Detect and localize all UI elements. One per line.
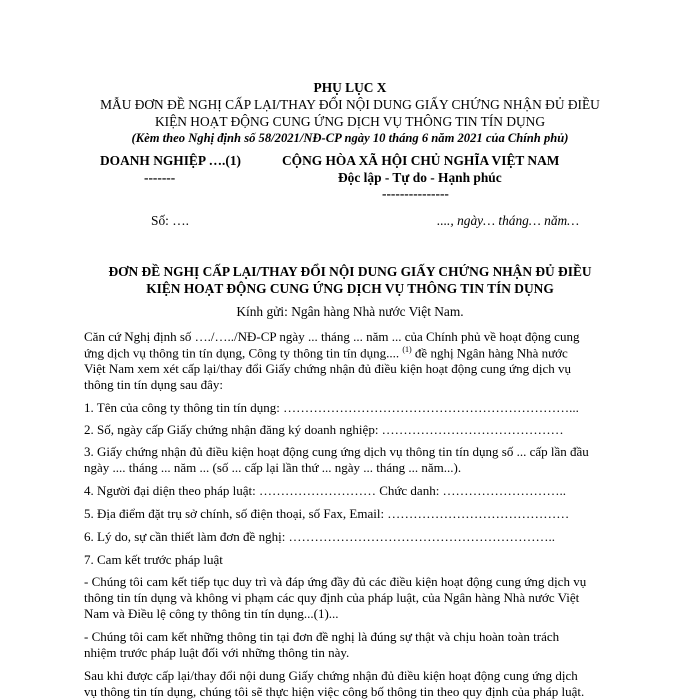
item-headquarters: 5. Địa điểm đặt trụ sở chính, số điện thoại, số Fax, Email: ……………………………………: [84, 506, 570, 521]
form-title-line-1: ĐƠN ĐỀ NGHỊ CẤP LẠI/THAY ĐỔI NỘI DUNG GIẤY CHỨNG NHẬN ĐỦ ĐIỀU: [108, 264, 592, 279]
commitment-1-line-3: Nam và Điều lệ công ty thông tin tín dụng...(1)...: [84, 606, 339, 621]
item-registration: 2. Số, ngày cấp Giấy chứng nhận đăng ký doanh nghiệp: ……………………………………: [84, 422, 564, 437]
intro-line-2-text-a: ứng dịch vụ thông tin tín dụng, Công ty thông tin tín dụng....: [84, 345, 403, 361]
item-reason: 6. Lý do, sự cần thiết làm đơn đề nghị: ……………………………………………………..: [84, 529, 556, 544]
nation-title: CỘNG HÒA XÃ HỘI CHỦ NGHĨA VIỆT NAM: [282, 153, 560, 168]
footnote-marker: (1): [402, 345, 412, 354]
intro-line-4: thông tin tín dụng sau đây:: [84, 377, 224, 392]
form-title-line-2: KIỆN HOẠT ĐỘNG CUNG ỨNG DỊCH VỤ THÔNG TIN TÍN DỤNG: [146, 281, 554, 296]
document-title-line-2: KIỆN HOẠT ĐỘNG CUNG ỨNG DỊCH VỤ THÔNG TIN TÍN DỤNG: [154, 114, 546, 129]
national-motto: Độc lập - Tự do - Hạnh phúc: [338, 170, 502, 185]
appendix-label: PHỤ LỤC X: [313, 80, 387, 95]
closing-line-2: vụ thông tin tín dụng, chúng tôi sẽ thực hiện việc công bố thông tin theo quy định của pháp luật.: [84, 684, 585, 699]
closing-line-1: Sau khi được cấp lại/thay đổi nội dung Giấy chứng nhận đủ điều kiện hoạt động cung ứng dịch: [84, 668, 578, 683]
item-certificate-line-1: 3. Giấy chứng nhận đủ điều kiện hoạt động cung ứng dịch vụ thông tin tín dụng số ... cấp lần đầu: [84, 444, 589, 459]
commitment-2-line-2: nhiệm trước pháp luật đối với những thông tin này.: [84, 645, 350, 660]
intro-line-2-text-b: đề nghị Ngân hàng Nhà nước: [411, 345, 568, 361]
document-title-line-1: MẪU ĐƠN ĐỀ NGHỊ CẤP LẠI/THAY ĐỔI NỘI DUNG GIẤY CHỨNG NHẬN ĐỦ ĐIỀU: [100, 97, 600, 112]
right-separator: ---------------: [382, 186, 449, 201]
commitment-1-line-2: thông tin tín dụng và không vi phạm các quy định của pháp luật, của Ngân hàng Nhà nước Việt: [84, 590, 580, 605]
commitment-2-line-1: - Chúng tôi cam kết những thông tin tại đơn đề nghị là đúng sự thật và chịu hoàn toàn trách: [84, 629, 560, 644]
item-company-name: 1. Tên của công ty thông tin tín dụng: …………………………………………………………...: [84, 400, 579, 415]
document-number: Số: ….: [151, 213, 189, 228]
document-date: ...., ngày… tháng… năm…: [437, 213, 580, 228]
intro-line-2: [84, 345, 568, 361]
addressee: Kính gửi: Ngân hàng Nhà nước Việt Nam.: [236, 304, 464, 319]
item-legal-representative: 4. Người đại diện theo pháp luật: ……………………… Chức danh: ………………………..: [84, 483, 567, 498]
company-name: DOANH NGHIỆP ….(1): [100, 153, 241, 168]
intro-line-3: Việt Nam xem xét cấp lại/thay đổi Giấy chứng nhận đủ điều kiện hoạt động cung ứng dịch vụ: [84, 361, 571, 376]
left-separator: -------: [144, 170, 176, 185]
item-certificate-line-2: ngày .... tháng ... năm ... (số ... cấp lại lần thứ ... ngày ... tháng ... năm...).: [84, 460, 462, 475]
intro-line-1: Căn cứ Nghị định số …./…../NĐ-CP ngày ... tháng ... năm ... của Chính phủ về hoạt động cung: [84, 329, 580, 344]
commitment-1-line-1: - Chúng tôi cam kết tiếp tục duy trì và đáp ứng đầy đủ các điều kiện hoạt động cung ứng dịch vụ: [84, 574, 587, 589]
item-commitment-heading: 7. Cam kết trước pháp luật: [84, 552, 223, 567]
document-subtitle: (Kèm theo Nghị định số 58/2021/NĐ-CP ngày 10 tháng 6 năm 2021 của Chính phủ): [131, 131, 569, 145]
